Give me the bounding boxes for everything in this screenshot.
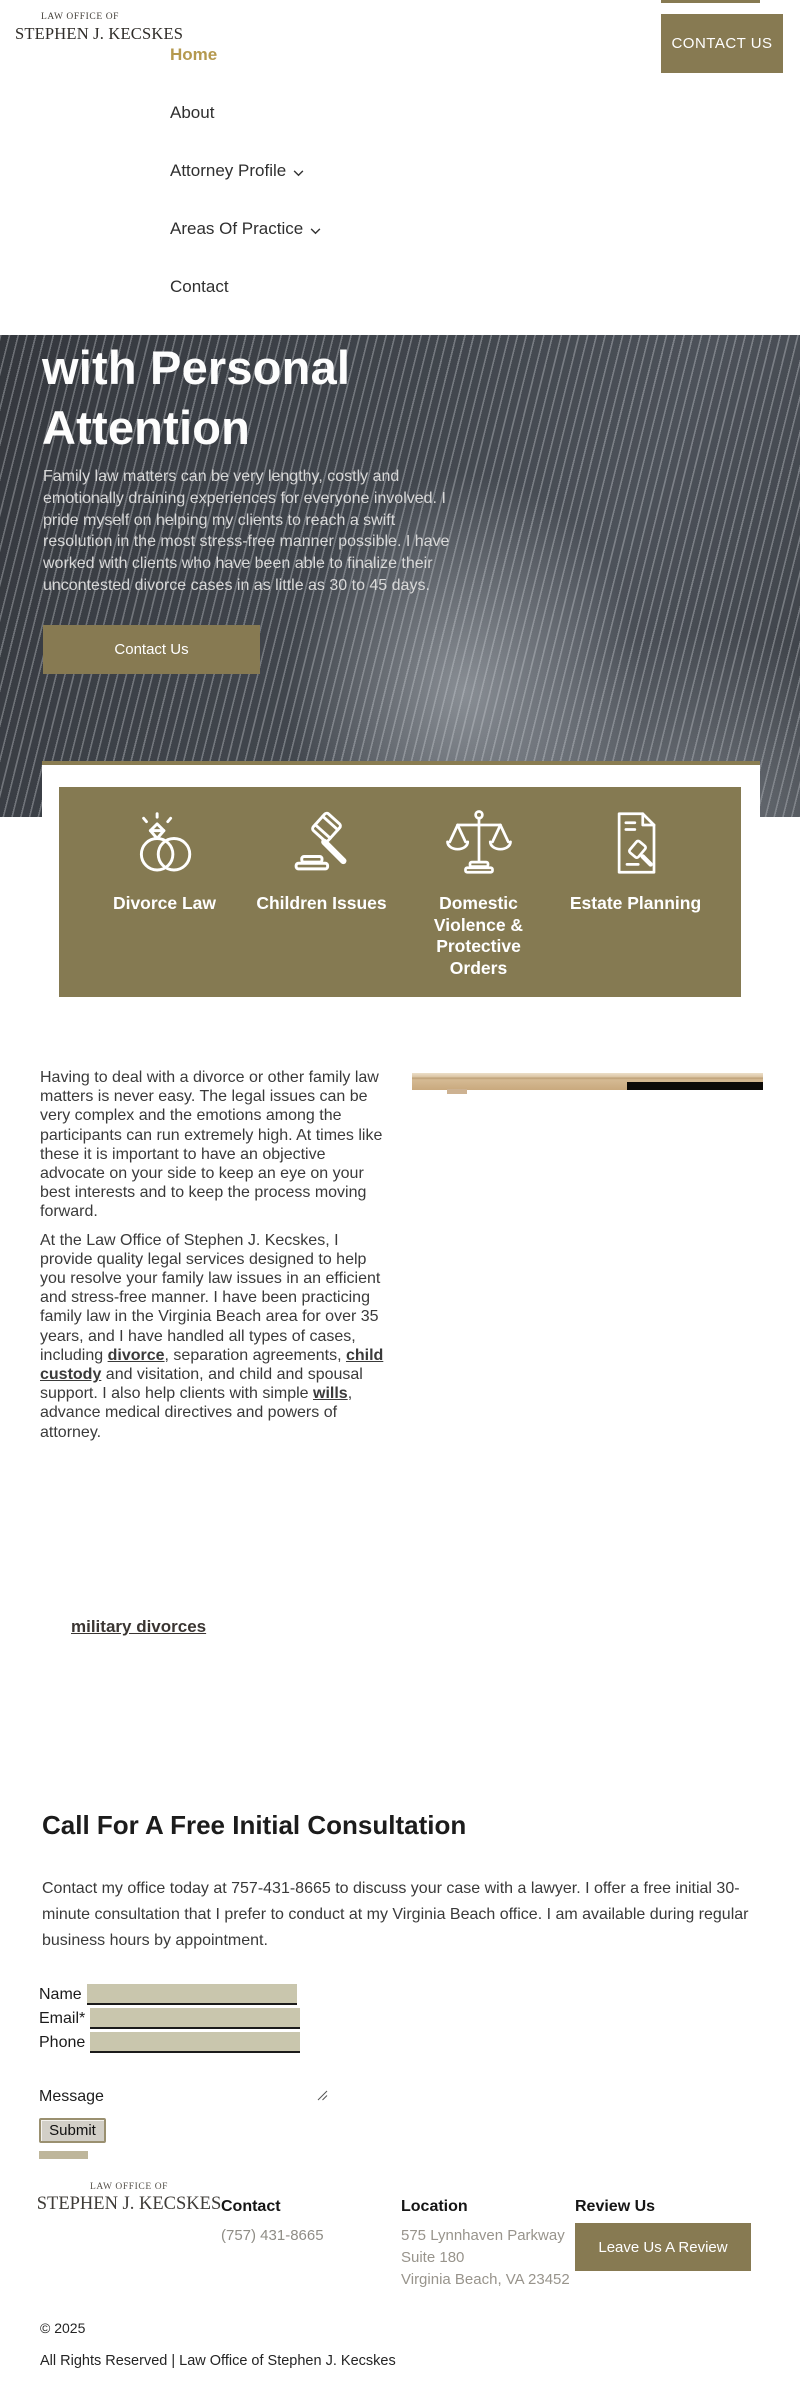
leave-review-button[interactable]: Leave Us A Review — [575, 2223, 751, 2271]
gavel-icon — [286, 807, 358, 879]
header-accent-sliver — [661, 0, 760, 3]
consultation-paragraph — [42, 1876, 766, 1954]
practice-area-label: Children Issues — [256, 893, 387, 913]
nav-label: About — [170, 102, 215, 122]
practice-area-children-issues[interactable] — [244, 807, 399, 997]
practice-area-divorce-law[interactable] — [87, 807, 242, 997]
hero-paragraph-line: emotionally draining experiences for everyone involved. I — [43, 489, 446, 507]
logo-name: STEPHEN J. KECSKES — [15, 24, 184, 43]
nav-label: Attorney Profile — [170, 160, 287, 180]
intro-paragraph-2 — [40, 1231, 386, 1442]
nav-item-areas-of-practice[interactable] — [170, 220, 321, 237]
phone-input[interactable] — [90, 2032, 300, 2053]
nav-item-home[interactable] — [170, 46, 321, 63]
nav-item-contact[interactable] — [170, 278, 321, 295]
message-textarea[interactable] — [107, 2084, 329, 2104]
phone-row — [39, 2032, 459, 2055]
hero-paragraph-line: pride myself on helping my clients to reach a swift — [43, 511, 396, 529]
estate-document-icon — [600, 807, 672, 879]
textarea-resize-grip-icon[interactable] — [317, 2088, 328, 2106]
footer-address — [401, 2225, 570, 2291]
intro-p1-line: these it is important to have an objective — [40, 1145, 326, 1163]
intro-p2-text: , advance medical directives and powers of attorney. — [40, 1385, 353, 1441]
scales-of-justice-icon — [443, 807, 515, 879]
intro-p2-text: and visitation, and child and spousal support. I also help clients with simple — [40, 1366, 363, 1403]
contact-us-header-button[interactable]: CONTACT US — [661, 14, 783, 73]
address-line: Suite 180 — [401, 2249, 465, 2266]
hero-title — [42, 338, 350, 458]
footer-review-column — [575, 2198, 751, 2271]
practice-area-domestic-violence[interactable] — [401, 807, 556, 997]
intro-p1-line: Having to deal with a divorce or other family law — [40, 1069, 379, 1086]
name-label: Name — [39, 1985, 82, 2003]
footer-location-column — [401, 2198, 570, 2291]
practice-area-label: Estate Planning — [569, 893, 702, 913]
footer-review-heading: Review Us — [575, 2198, 656, 2215]
footer-phone-link[interactable]: (757) 431-8665 — [221, 2227, 324, 2244]
hero-title-line: Attention — [42, 401, 251, 454]
message-label: Message — [39, 2088, 104, 2105]
consultation-line: Contact my office today at 757-431-8665 to discuss your case with a lawyer. I offer a free initial 30- — [42, 1880, 740, 1897]
logo-tagline: LAW OFFICE OF — [40, 12, 120, 22]
photo-dark-region — [627, 1082, 763, 1090]
name-input[interactable] — [87, 1984, 297, 2005]
submit-button[interactable]: Submit — [39, 2118, 106, 2143]
practice-areas-panel — [59, 787, 741, 997]
footer-location-heading: Location — [401, 2198, 468, 2215]
photo-fragment — [447, 1089, 467, 1094]
footer-contact-heading: Contact — [221, 2198, 281, 2215]
nav-item-attorney-profile[interactable] — [170, 162, 321, 179]
hero-paragraph-line: resolution in the most stress-free manner possible. I have — [43, 533, 450, 551]
intro-p1-line: advocate on your side to keep an eye on your — [40, 1165, 364, 1183]
consultation-heading: Call For A Free Initial Consultation — [42, 1810, 467, 1840]
chevron-down-icon — [293, 162, 304, 182]
child-custody-link[interactable]: child custody — [40, 1346, 384, 1384]
hero-title-line: with Personal — [42, 341, 351, 394]
footer-logo-tagline: LAW OFFICE OF — [89, 2182, 169, 2192]
address-line: Virginia Beach, VA 23452 — [401, 2271, 570, 2288]
intro-p2-text: , separation agreements, — [164, 1346, 346, 1364]
intro-p1-line: very complex and the emotions among the — [40, 1107, 342, 1125]
site-logo[interactable] — [15, 12, 184, 44]
nav-label: Contact — [170, 276, 229, 296]
footer-contact-column — [221, 2198, 324, 2245]
footer-logo-name: STEPHEN J. KECSKES — [36, 2194, 222, 2214]
intro-p1-line: forward. — [40, 1203, 98, 1221]
consultation-line: minute consultation that I prefer to conduct at my Virginia Beach office. I am available during regular — [42, 1906, 749, 1923]
intro-p2-text: At the Law Office of Stephen J. Kecskes, I provide quality legal services designed to help you resolve your family law issues in an efficient and stress-free manner. I have been practicing family law in the Virginia Beach area for over 35 years, and I have handled all types of cases, including — [40, 1231, 381, 1364]
military-divorces-link[interactable]: military divorces — [71, 1617, 207, 1636]
address-line: 575 Lynnhaven Parkway — [401, 2227, 565, 2244]
copyright-text: © 2025 — [40, 2320, 86, 2336]
name-row — [39, 1984, 459, 2007]
intro-paragraph-1 — [40, 1068, 386, 1222]
wedding-rings-icon — [129, 807, 201, 879]
phone-label: Phone — [39, 2033, 86, 2051]
nav-label: Home — [170, 44, 218, 64]
contact-form — [39, 1984, 459, 2056]
practice-area-label: Domestic Violence & Protective Orders — [433, 893, 524, 978]
intro-text-column — [40, 1068, 386, 1442]
footer-logo — [36, 2182, 222, 2215]
email-input[interactable] — [90, 2008, 300, 2029]
intro-p1-line: best interests and to keep the process moving — [40, 1184, 367, 1202]
consultation-line: business hours by appointment. — [42, 1932, 268, 1949]
contact-us-hero-button[interactable]: Contact Us — [43, 625, 260, 674]
hero-paragraph-line: Family law matters can be very lengthy, costly and — [43, 468, 400, 485]
nav-item-about[interactable] — [170, 104, 321, 121]
wills-link[interactable]: wills — [313, 1385, 348, 1403]
hero-paragraph-line: worked with clients who have been able to finalize their — [43, 555, 433, 573]
intro-p1-line: participants can run extremely high. At times like — [40, 1126, 383, 1144]
main-navigation — [170, 46, 321, 336]
email-row — [39, 2008, 459, 2031]
hero-paragraph-line: uncontested divorce cases in as little as 30 to 45 days. — [43, 576, 430, 594]
partially-loaded-gavel-photo — [412, 1073, 763, 1090]
practice-area-estate-planning[interactable] — [558, 807, 713, 997]
hero-paragraph — [43, 466, 449, 597]
hero-section — [0, 335, 800, 817]
intro-p1-line: matters is never easy. The legal issues can be — [40, 1088, 368, 1106]
nav-label: Areas Of Practice — [170, 218, 304, 238]
divorce-link[interactable]: divorce — [107, 1346, 165, 1364]
practice-area-label: Divorce Law — [112, 893, 217, 913]
unloaded-element-fragment — [39, 2151, 88, 2159]
chevron-down-icon — [310, 220, 321, 240]
rights-text: All Rights Reserved | Law Office of Stephen J. Kecskes — [40, 2353, 396, 2369]
email-label: Email* — [39, 2009, 86, 2027]
